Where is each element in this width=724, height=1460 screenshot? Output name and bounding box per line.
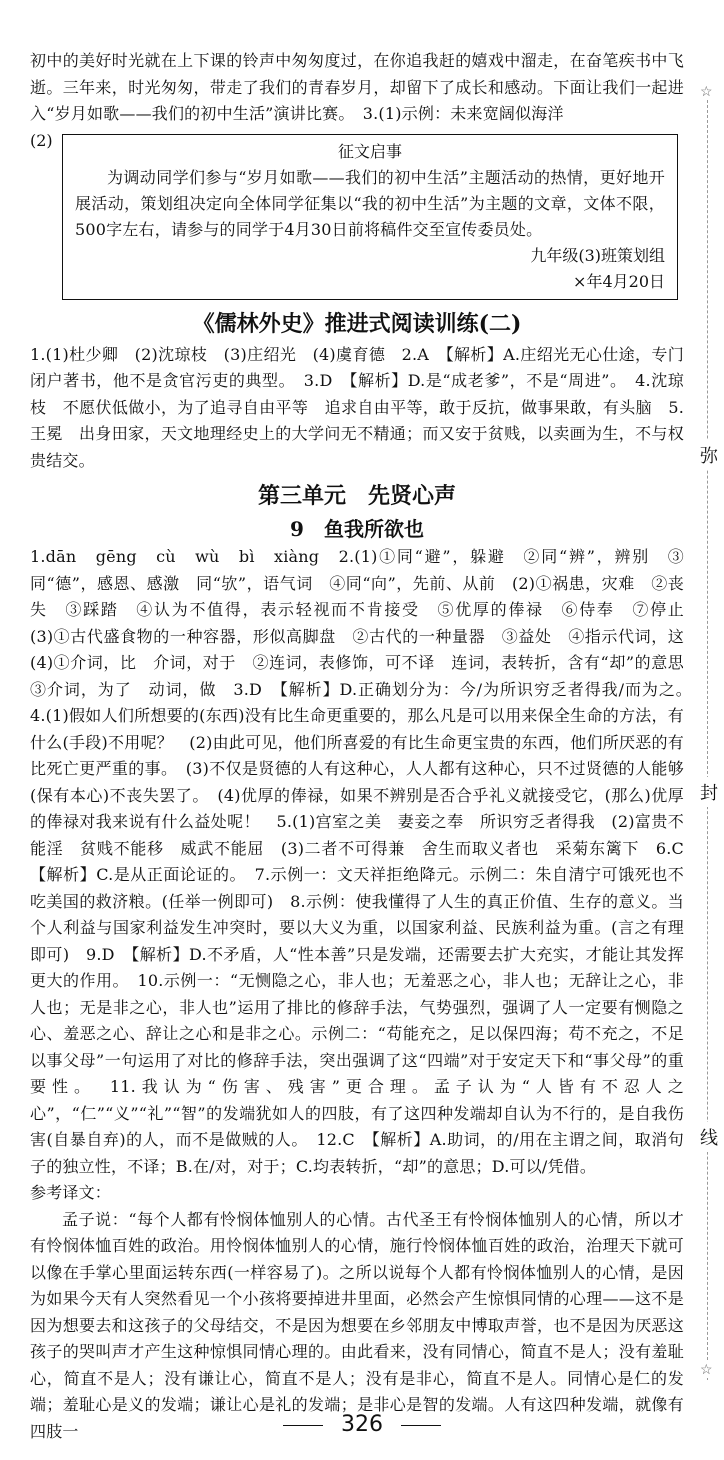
notice-number: (2) — [30, 130, 53, 150]
translation-body: 孟子说：“每个人都有怜悯体恤别人的心情。古代圣王有怜悯体恤别人的心情，所以才有怜悯体恤百姓的政治。用怜悯体恤别人的心情，施行怜悯体恤百姓的政治，治理天下就可以像在手掌心里面运转东西(一样容易了)。之所以说每个人都有怜悯体恤别人的心情，是因为如果今天有人突然看见一个小孩将要掉进井里面，必然会产生惊惧同情的心理——这不是因为想要去和这孩子的父母结交，不是因为想要在乡邻朋友中博取声誉，也不是因为厌恶这孩子的哭叫声才产生这种惊惧同情心理的。由此看来，没有同情心，简直不是人；没有羞耻心，简直不是人；没有谦让心，简直不是人；没有是非心，简直不是人。同情心是仁的发端；羞耻心是义的发端；谦让心是礼的发端；是非心是智的发端。人有这四种发端，就像有四肢一 — [30, 1209, 684, 1441]
translation-label: 参考译文： — [30, 1183, 112, 1202]
binding-line — [707, 90, 708, 1380]
unit-title: 第三单元 先贤心声 — [257, 483, 456, 509]
lesson-title: 9 鱼我所欲也 — [290, 517, 424, 541]
notice-body: 为调动同学们参与“岁月如歌——我们的初中生活”主题活动的热情，更好地开展活动，策划组决定向全体同学征集以“我的初中生活”为主题的文章，文体不限，500字左右，请参与的同学于4月30日前将稿件交至宣传委员处。 — [75, 167, 665, 239]
margin-char-mi: 弥 — [700, 440, 718, 470]
section-title: 《儒林外史》推进式阅读训练(二) — [192, 310, 522, 337]
notice-box — [62, 134, 678, 300]
footer-dash-right — [401, 1425, 441, 1426]
margin-char-xian: 线 — [700, 1122, 718, 1152]
lesson-answers: 1.dān gēng cù wù bì xiàng 2.(1)①同“避”，躲避 ②同“辨”，辨别 ③同“德”，感恩、感激 同“欤”，语气词 ④同“向”，先前、从前 (2)①祸患，灾难 ②丧失 ③踩踏 ④认为不值得，表示轻视而不肯接受 ⑤优厚的俸禄 ⑥侍奉 ⑦停止 (3)①古代盛食物的一种容器，形似高脚盘 ②古代的一种量器 ③益处 ④指示代词，这 (4)①介词，比 介词，对于 ②连词，表修饰，可不译 连词，表转折，含有“却”的意思 ③介词，为了 动词，做 3.D 【解析】D.正确划分为：今/为所识穷乏者得我/而为之。 4.(1)假如人们所想要的(东西)没有比生命更重要的，那么凡是可以用来保全生命的方法，有什么(手段)不用呢？ (2)由此可见，他们所喜爱的有比生命更宝贵的东西，他们所厌恶的有比死亡更严重的事。 (3)不仅是贤德的人有这种心，人人都有这种心，只不过贤德的人能够(保有本心)不丧失罢了。 (4)优厚的俸禄，如果不辨别是否合乎礼义就接受它，(那么)优厚的俸禄对我来说有什么益处呢！ 5.(1)宫室之美 妻妾之奉 所识穷乏者得我 (2)富贵不能淫 贫贱不能移 威武不能屈 (3)二者不可得兼 舍生而取义者也 采菊东篱下 6.C 【解析】C.是从正面论证的。 7.示例一：文天祥拒绝降元。示例二：朱自清宁可饿死也不吃美国的救济粮。(任举一例即可) 8.示例：使我懂得了人生的真正价值、生存的意义。当个人利益与国家利益发生冲突时，要以大义为重，以国家利益、民族利益为重。(言之有理即可) 9.D 【解析】D.不矛盾，人“性本善”只是发端，还需要去扩大充实，才能让其发挥更大的作用。 10.示例一：“无恻隐之心，非人也；无羞恶之心，非人也；无辞让之心，非人也；无是非之心，非人也”运用了排比的修辞手法，气势强烈，强调了人一定要有恻隐之心、羞恶之心、辞让之心和是非之心。示例二：“苟能充之，足以保四海；苟不充之，不足以事父母”一句运用了对比的修辞手法，突出强调了这“四端”对于安定天下和“事父母”的重要性。 11.我认为“伤害、残害”更合理。孟子认为“人皆有不忍人之心”，“仁”“义”“礼”“智”的发端犹如人的四肢，有了这四种发端却自认为不行的，是自我伤害(自暴自弃)的人，而不是做贼的人。 12.C 【解析】A.助词，的/用在主谓之间，取消句子的独立性，不译；B.在/对，对于；C.均表转折，“却”的意思；D.可以/凭借。 — [30, 547, 701, 1176]
page-content — [30, 48, 701, 1445]
notice-row — [30, 128, 684, 300]
section-body: 1.(1)杜少卿 (2)沈琼枝 (3)庄绍光 (4)虞育德 2.A 【解析】A.庄绍光无心仕途，专门闭户著书，他不是贪官污吏的典型。 3.D 【解析】D.是“成老爹”，不是“周进”。 4.沈琼枝 不愿伏低做小，为了追寻自由平等 追求自由平等，敢于反抗，做事果敢，有头脑 5.王冕 出身田家，天文地理经史上的大学问无不精通；而又安于贫贱，以卖画为生，不与权贵结交。 — [30, 344, 684, 470]
footer-dash-left — [283, 1425, 323, 1426]
notice-sign-org: 九年级(3)班策划组 — [530, 245, 665, 265]
notice-title: 征文启事 — [337, 141, 402, 161]
notice-sign-date: ×年4月20日 — [573, 271, 665, 291]
page-number: 326 — [341, 1412, 383, 1437]
page-number-footer — [0, 1412, 724, 1437]
star-icon: ☆ — [700, 1362, 713, 1378]
star-icon: ☆ — [700, 84, 713, 100]
margin-char-feng: 封 — [700, 777, 718, 807]
intro-paragraph: 初中的美好时光就在上下课的铃声中匆匆度过，在你追我赶的嬉戏中溜走，在奋笔疾书中飞逝。三年来，时光匆匆，带走了我们的青春岁月，却留下了成长和感动。下面让我们一起进入“岁月如歌——我们的初中生活”演讲比赛。 3.(1)示例：未来宽阔似海洋 — [30, 51, 684, 123]
